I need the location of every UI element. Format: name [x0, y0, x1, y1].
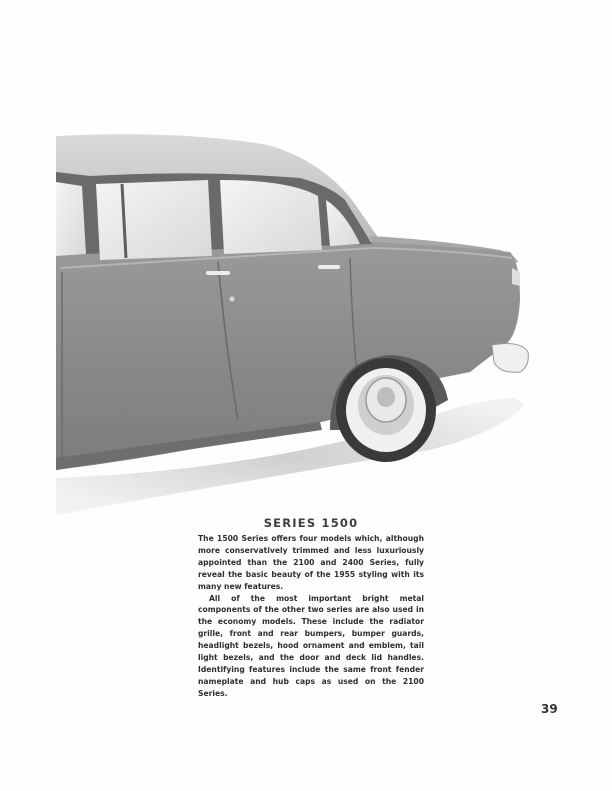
- tail-light: [512, 268, 520, 286]
- door-handle: [206, 271, 230, 275]
- page-number: 39: [541, 702, 558, 716]
- door-handle: [318, 265, 340, 269]
- article-body: [198, 533, 424, 700]
- paragraph: The 1500 Series offers four models which, although more conservatively trimmed and less luxuriously appointed than the 2100 and 2400 Series, fully reveal the basic beauty of the 1955 styling with its many new features.: [198, 534, 424, 591]
- rear-wheel: [336, 358, 436, 462]
- section-heading: SERIES 1500: [263, 516, 359, 530]
- rear-bumper: [492, 344, 528, 373]
- front-window: [56, 182, 86, 256]
- rear-door-window: [96, 180, 212, 260]
- paragraph: All of the most important bright metal components of the other two series are also used in the economy models. These include the radiator grille, front and rear bumpers, bumper guards, headlight bezels, hood ornament and emblem, tail light bezels, and the door and deck lid handles. Identifying features include the same front fender nameplate and hub caps as used on the 2100 Series.: [198, 593, 424, 698]
- quarter-window: [220, 180, 322, 254]
